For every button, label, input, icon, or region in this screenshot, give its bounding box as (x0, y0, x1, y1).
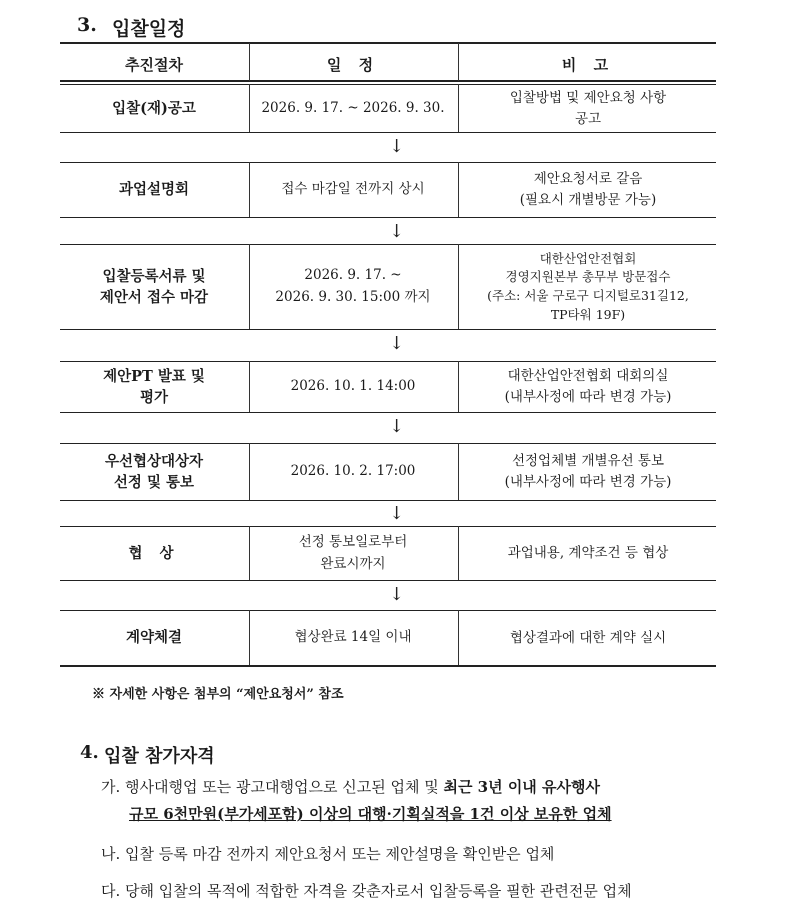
row-schedule: 2026. 10. 1. 14:00 (290, 378, 416, 395)
row-note: 제안요청서로 갈음 (필요시 개별방문 가능) (519, 171, 657, 208)
row-schedule: 2026. 9. 17. ~ 2026. 9. 30. (261, 99, 445, 116)
item-text: 입찰 등록 마감 전까지 제안요청서 또는 제안설명을 확인받은 업체 (125, 845, 555, 863)
col-divider (249, 162, 250, 217)
flow-arrow: ↓ (389, 416, 405, 437)
flow-arrow: ↓ (389, 136, 405, 157)
row-bottom-rule (60, 217, 716, 218)
item-marker: 가. (101, 778, 121, 796)
header-procedure: 추진절차 (125, 56, 183, 74)
section-title: 입찰일정 (112, 18, 186, 40)
col-divider (249, 361, 250, 412)
row-note: 협상결과에 대한 계약 실시 (509, 629, 667, 646)
row-bottom-rule (60, 412, 716, 413)
section-number: 4. (80, 742, 99, 763)
col-divider (458, 162, 459, 217)
col-divider (458, 361, 459, 412)
col-divider (249, 610, 250, 665)
row-bottom-rule (60, 329, 716, 330)
flow-arrow: ↓ (389, 503, 405, 524)
row-note: 입찰방법 및 제안요청 사항 공고 (509, 89, 667, 127)
qualification-item (101, 776, 600, 797)
col-divider (458, 244, 459, 329)
qualification-item (101, 843, 554, 864)
col-divider (458, 610, 459, 665)
col-divider (458, 84, 459, 132)
col-divider (249, 84, 250, 132)
row-note: 과업내용, 계약조건 등 협상 (507, 545, 669, 562)
item-marker: 다. (101, 882, 121, 900)
header-schedule: 일 정 (326, 56, 380, 74)
item-text: 행사대행업 또는 광고대행업으로 신고된 업체 및 (125, 778, 444, 796)
flow-arrow: ↓ (389, 584, 405, 605)
section-number: 3. (77, 14, 97, 36)
col-divider (458, 526, 459, 580)
row-bottom-rule (60, 500, 716, 501)
table-bottom-rule (60, 665, 716, 667)
row-procedure: 협 상 (128, 544, 180, 562)
row-procedure: 입찰등록서류 및 제안서 접수 마감 (99, 267, 209, 306)
section-title: 입찰 참가자격 (104, 746, 215, 767)
header-rule (60, 80, 716, 82)
header-divider (249, 43, 250, 81)
header-divider (458, 43, 459, 81)
row-schedule: 접수 마감일 전까지 상시 (281, 181, 425, 198)
row-procedure: 과업설명회 (118, 181, 190, 199)
row-procedure: 계약체결 (125, 629, 183, 647)
row-schedule: 2026. 9. 17. ~ 2026. 9. 30. 15:00 까지 (275, 267, 431, 305)
row-bottom-rule (60, 132, 716, 133)
item-text-emphasis: 최근 3년 이내 유사행사 (443, 778, 600, 796)
item-marker: 나. (101, 845, 121, 863)
qualification-item-continued: 규모 6천만원(부가세포함) 이상의 대행·기획실적을 1건 이상 보유한 업체 (129, 805, 612, 823)
qualification-item (101, 880, 632, 901)
row-note: 대한산업안전협회 대회의실 (내부사정에 따라 변경 가능) (504, 368, 672, 405)
row-schedule: 선정 통보일로부터 완료시까지 (298, 533, 408, 572)
item-text: 당해 입찰의 목적에 적합한 자격을 갖춘자로서 입찰등록을 필한 관련전문 업체 (125, 882, 632, 900)
row-procedure: 우선협상대상자 선정 및 통보 (104, 452, 204, 491)
row-note: 대한산업안전협회 경영지원본부 총무부 방문접수 (주소: 서울 구로구 디지털로31길12, TP타워 19F) (487, 250, 689, 322)
col-divider (249, 526, 250, 580)
row-procedure: 입찰(재)공고 (112, 99, 196, 117)
row-schedule: 2026. 10. 2. 17:00 (290, 463, 416, 480)
col-divider (458, 443, 459, 500)
flow-arrow: ↓ (389, 333, 405, 354)
table-top-rule (60, 42, 716, 44)
flow-arrow: ↓ (389, 221, 405, 242)
col-divider (249, 244, 250, 329)
header-note: 비 고 (561, 56, 615, 74)
row-procedure: 제안PT 발표 및 평가 (103, 367, 205, 406)
footnote: ※ 자세한 사항은 첨부의 “제안요청서” 참조 (92, 687, 344, 702)
row-note: 선정업체별 개별유선 통보 (내부사정에 따라 변경 가능) (504, 453, 672, 490)
row-bottom-rule (60, 580, 716, 581)
col-divider (249, 443, 250, 500)
row-schedule: 협상완료 14일 이내 (294, 629, 412, 646)
